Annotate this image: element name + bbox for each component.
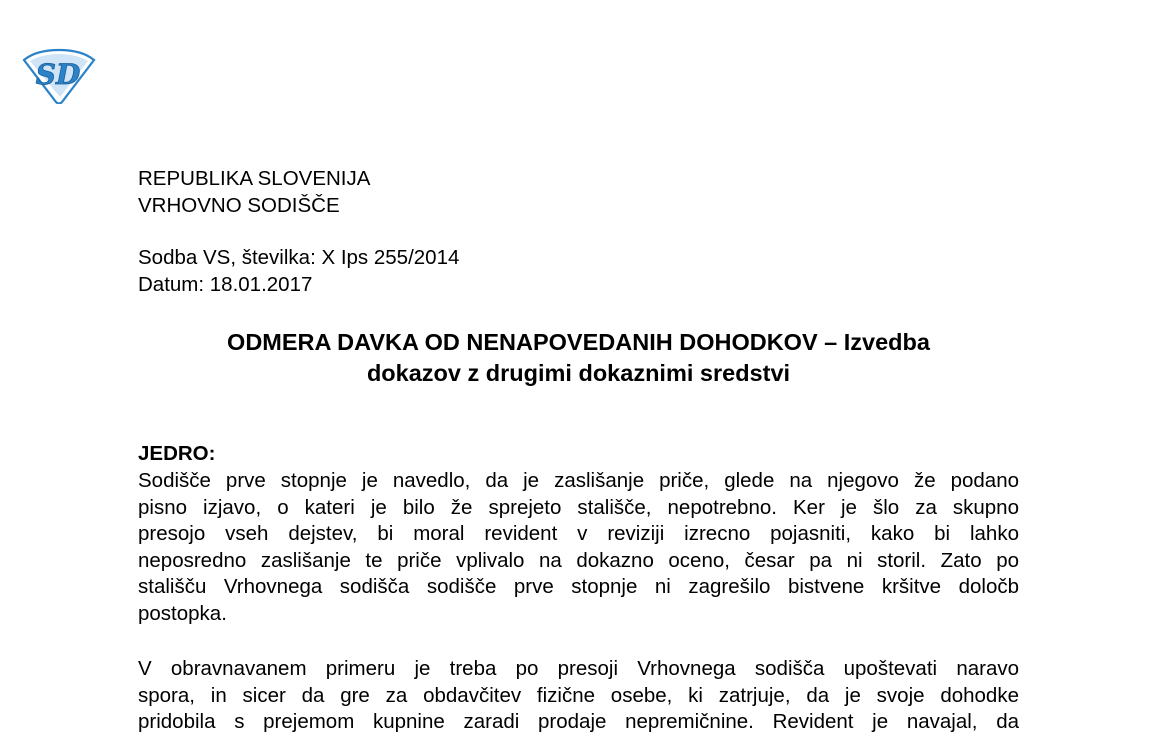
paragraph-line: presojo vseh dejstev, bi moral revident v reviziji izrecno pojasniti, kako bi lahko	[138, 522, 1019, 545]
paragraph-line: spora, in sicer da gre za obdavčitev fizične osebe, ki zatrjuje, da je svoje dohodke	[138, 683, 1019, 707]
paragraph-line: stališču Vrhovnega sodišča sodišče prve stopnje ni zagrešilo bistvene kršitve določb	[138, 575, 1019, 598]
paragraph-line: V obravnavanem primeru je treba po presoji Vrhovnega sodišča upoštevati naravo	[138, 657, 1019, 680]
case-number: Sodba VS, številka: X Ips 255/2014	[138, 246, 460, 269]
case-meta	[138, 244, 459, 298]
jedro-heading: JEDRO:	[138, 442, 216, 465]
paragraph-line: pisno izjavo, o kateri je bilo že sprejeto stališče, nepotrebno. Ker je šlo za skupno	[138, 495, 1019, 519]
title-line-2: dokazov z drugimi dokaznimi sredstvi	[366, 360, 791, 386]
decision-date: Datum: 18.01.2017	[138, 273, 313, 296]
paragraph-line: pridobila s prejemom kupnine zaradi prodaje nepremičnine. Revident je navajal, da	[138, 710, 1019, 733]
country-name: REPUBLIKA SLOVENIJA	[138, 167, 371, 190]
title-line-1: ODMERA DAVKA OD NENAPOVEDANIH DOHODKOV – Izvedba	[227, 329, 930, 355]
jedro-paragraph-2	[138, 656, 1019, 736]
jedro-paragraph-1	[138, 468, 1019, 627]
paragraph-line: Sodišče prve stopnje je navedlo, da je zaslišanje priče, glede na njegovo že podano	[138, 469, 1019, 492]
paragraph-line: neposredno zaslišanje te priče vplivalo na dokazno oceno, česar pa ni storil. Zato po	[138, 548, 1019, 572]
document-header	[138, 165, 370, 219]
court-name: VRHOVNO SODIŠČE	[138, 194, 340, 217]
logo-letters: SD	[35, 58, 81, 91]
court-logo	[22, 48, 96, 104]
paragraph-line: postopka.	[138, 601, 227, 625]
supreme-court-shield-logo-icon	[22, 48, 96, 104]
document-title	[138, 327, 1019, 389]
